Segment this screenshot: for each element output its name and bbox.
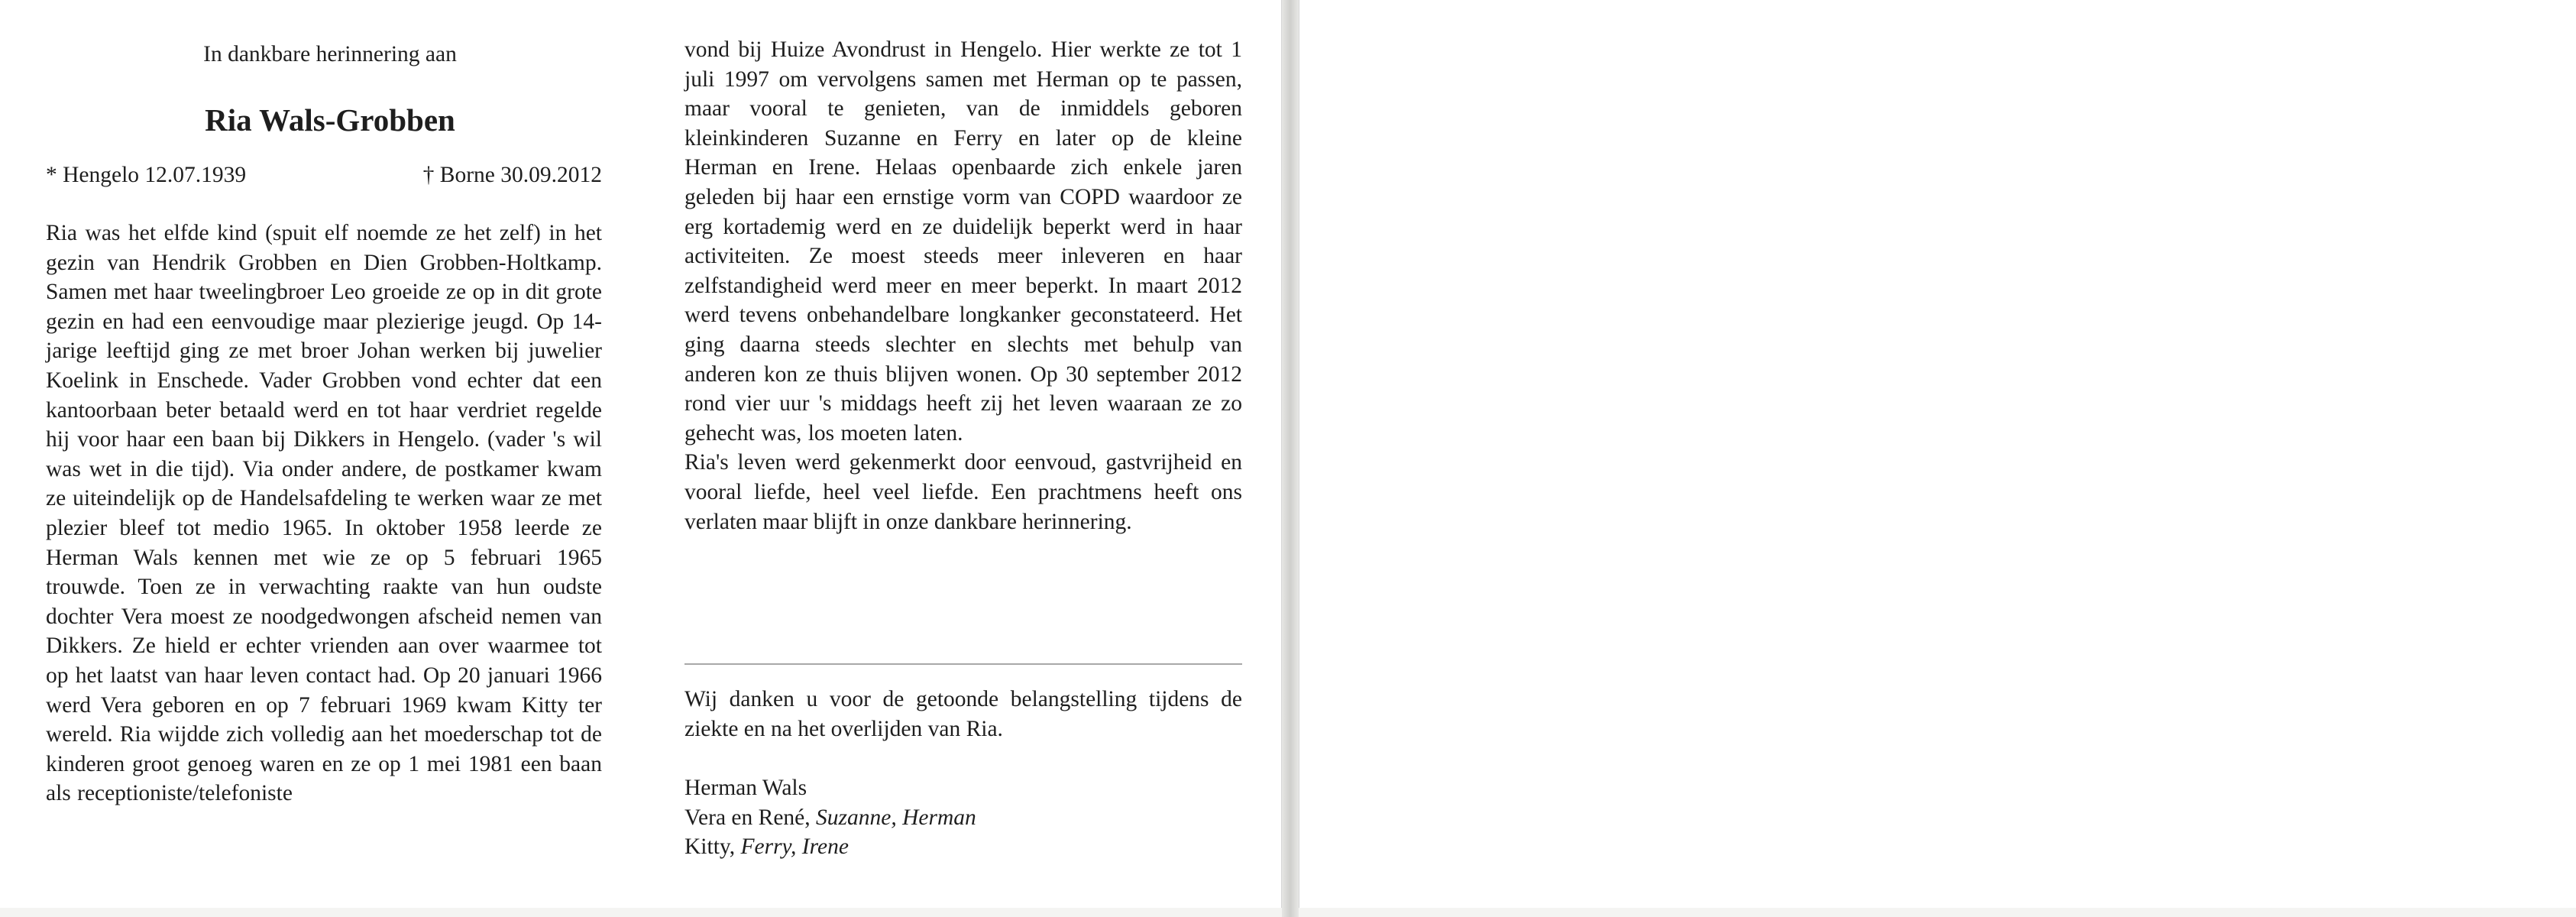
biography-paragraph: Ria was het elfde kind (spuit elf noemde ze het zelf) in het gezin van Hendrik Grobben en Dien Grobben-Holtkamp. Samen met haar tweelingbroer Leo groeide ze op in dit grote gezin en had een eenvoudige maar plezierige jeugd. Op 14-jarige leeftijd ging ze met broer Johan werken bij juwelier Koelink in Enschede. Vader Grobben vond echter dat een kantoorbaan beter betaald werd en tot haar verdriet regelde hij voor haar een baan bij Dikkers in Hengelo. (vader 's wil was wet in die tijd). Via onder andere, de postkamer kwam ze uiteindelijk op de Handelsafdeling te werken waar ze met plezier bleef tot medio 1965. In oktober 1958 leerde ze Herman Wals kennen met wie ze op 5 februari 1965 trouwde. Toen ze in verwachting raakte van hun oudste dochter Vera moest ze noodgedwongen afscheid nemen van Dikkers. Ze hield er echter vrienden aan over waarmee tot op het laatst van haar leven contact had. Op 20 januari 1966 werd Vera geboren en op 7 februari 1969 kwam Kitty ter wereld. Ria wijdde zich volledig aan het moederschap tot de kinderen groot genoeg waren en ze op 1 mei 1981 een baan als receptioniste/telefoniste bbox=[46, 221, 602, 806]
card-fold bbox=[1282, 0, 1299, 917]
closing-paragraph: Ria's leven werd gekenmerkt door eenvoud, gastvrijheid en vooral liefde, heel veel liefde. Een prachtmens heeft ons verlaten maar blijft in onze dankbare herinnering. bbox=[684, 450, 1242, 534]
signer-grandchildren-2: Ferry, Irene bbox=[740, 834, 849, 860]
thanks-section bbox=[684, 685, 1242, 744]
signer-line-1 bbox=[684, 773, 1242, 803]
signer-line-3 bbox=[684, 832, 1242, 862]
left-column bbox=[46, 37, 602, 808]
signer-herman: Herman Wals bbox=[684, 776, 807, 800]
card-right-page bbox=[1299, 0, 2576, 908]
signer-grandchildren-1: Suzanne, Herman bbox=[816, 805, 976, 830]
birth-date: * Hengelo 12.07.1939 bbox=[46, 163, 247, 187]
signer-vera-rene: Vera en René, bbox=[684, 805, 817, 830]
death-date: † Borne 30.09.2012 bbox=[422, 163, 602, 187]
intro-line: In dankbare herinnering aan bbox=[203, 42, 457, 66]
right-column bbox=[684, 35, 1242, 536]
signer-line-2 bbox=[684, 803, 1242, 833]
biography-continued-paragraph: vond bij Huize Avondrust in Hengelo. Hier werkte ze tot 1 juli 1997 om vervolgens samen met Herman op te passen, maar vooral te genieten, van de inmiddels geboren kleinkinderen Suzanne en Ferry en later op de kleine Herman en Irene. Helaas openbaarde zich enkele jaren geleden bij haar een ernstige vorm van COPD waardoor ze erg kortademig werd en ze duidelijk beperkt werd in haar activiteiten. Ze moest steeds meer inleveren en haar zelfstandigheid werd meer en meer beperkt. In maart 2012 werd tevens onbehandelbare longkanker geconstateerd. Het ging daarna steeds slechter en slechts met behulp van anderen kon ze thuis blijven wonen. Op 30 september 2012 rond vier uur 's middags heeft zij het leven waaraan ze zo gehecht was, los moeten laten. bbox=[684, 37, 1242, 446]
signer-kitty: Kitty, bbox=[684, 834, 741, 860]
thanks-text: Wij danken u voor de getoonde belangstelling tijdens de ziekte en na het overlijden van Ria. bbox=[684, 687, 1242, 741]
dates-row bbox=[46, 159, 602, 191]
signers-section bbox=[684, 773, 1242, 862]
deceased-name: Ria Wals-Grobben bbox=[205, 102, 455, 138]
section-divider bbox=[684, 663, 1242, 665]
